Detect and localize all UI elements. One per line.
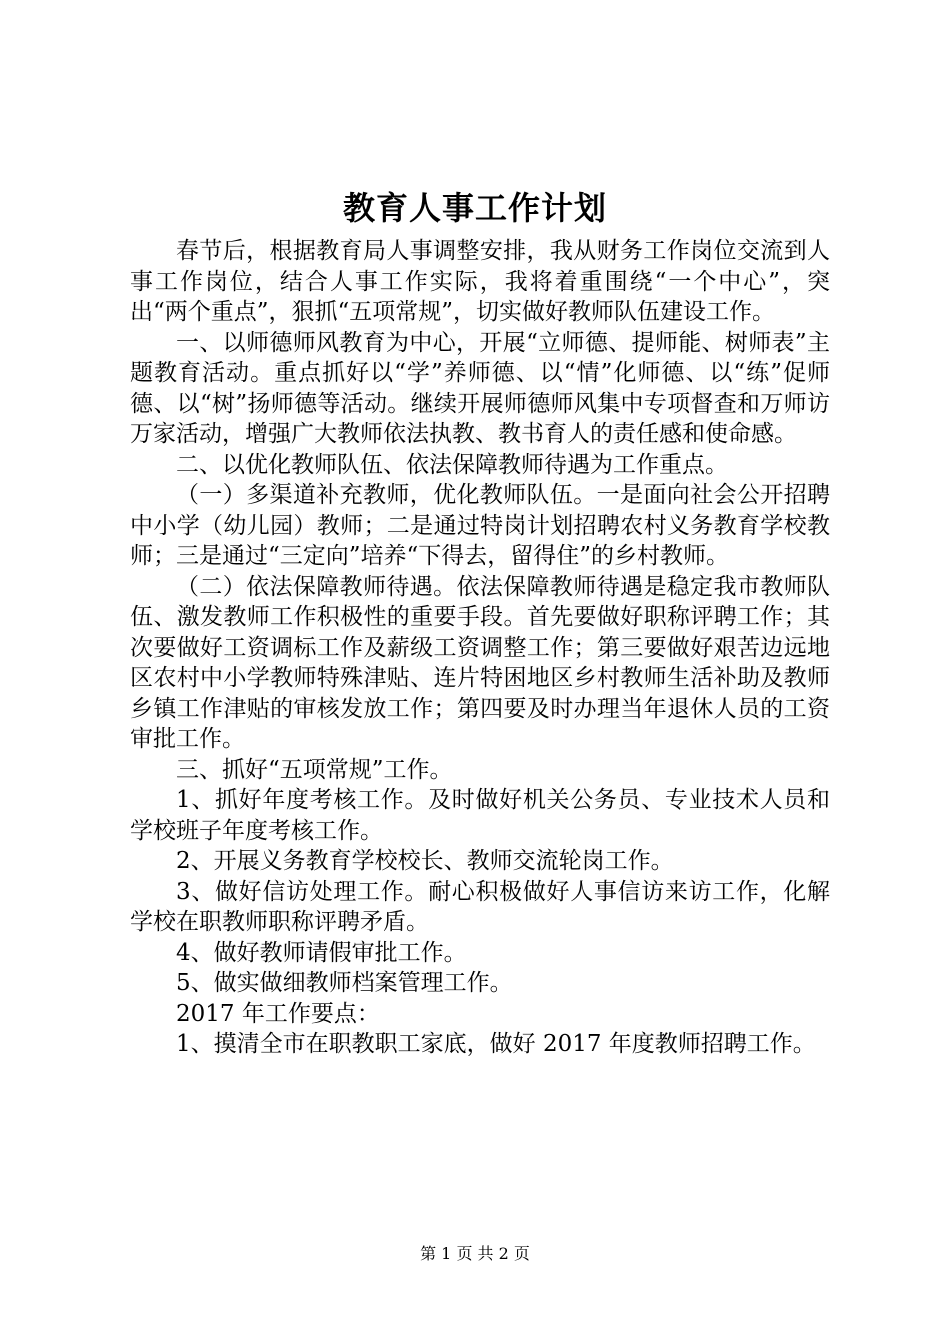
document-title: 教育人事工作计划 xyxy=(342,189,607,227)
paragraph: 二、以优化教师队伍、依法保障教师待遇为工作重点。 xyxy=(176,451,728,478)
paragraph: 三、抓好“五项常规”工作。 xyxy=(176,756,453,783)
paragraph: 5、做实做细教师档案管理工作。 xyxy=(176,970,513,996)
page-number-footer: 第 1 页 共 2 页 xyxy=(420,1244,530,1263)
paragraph: 一、以师德师风教育为中心，开展“立师德、提师能、树师表”主题教育活动。重点抓好以“学”养师德、以“情”化师德、以“练”促师德、以“树”扬师德等活动。继续开展师德师风集中专项督查和万师访万家活动，增强广大教师依法执教、教书育人的责任感和使命感。 xyxy=(130,329,830,447)
paragraph: 春节后，根据教育局人事调整安排，我从财务工作岗位交流到人事工作岗位，结合人事工作实际，我将着重围绕“一个中心”，突出“两个重点”，狠抓“五项常规”，切实做好教师队伍建设工作。 xyxy=(130,238,830,325)
document-body xyxy=(130,236,830,1060)
paragraph: （二）依法保障教师待遇。依法保障教师待遇是稳定我市教师队伍、激发教师工作积极性的重要手段。首先要做好职称评聘工作；其次要做好工资调标工作及薪级工资调整工作；第三要做好艰苦边远地区农村中小学教师特殊津贴、连片特困地区乡村教师生活补助及教师乡镇工作津贴的审核发放工作；第四要及时办理当年退休人员的工资审批工作。 xyxy=(130,573,830,752)
paragraph: 2、开展义务教育学校校长、教师交流轮岗工作。 xyxy=(176,848,674,874)
paragraph: 1、摸清全市在职教职工家底，做好 2017 年度教师招聘工作。 xyxy=(176,1031,816,1057)
paragraph: 3、做好信访处理工作。耐心积极做好人事信访来访工作，化解学校在职教师职称评聘矛盾。 xyxy=(130,878,830,935)
paragraph: 2017 年工作要点： xyxy=(176,1000,380,1027)
paragraph: 1、抓好年度考核工作。及时做好机关公务员、专业技术人员和学校班子年度考核工作。 xyxy=(130,787,830,844)
paragraph: 4、做好教师请假审批工作。 xyxy=(176,939,467,966)
paragraph: （一）多渠道补充教师，优化教师队伍。一是面向社会公开招聘中小学（幼儿园）教师；二是通过特岗计划招聘农村义务教育学校教师；三是通过“三定向”培养“下得去，留得住”的乡村教师。 xyxy=(130,482,830,569)
